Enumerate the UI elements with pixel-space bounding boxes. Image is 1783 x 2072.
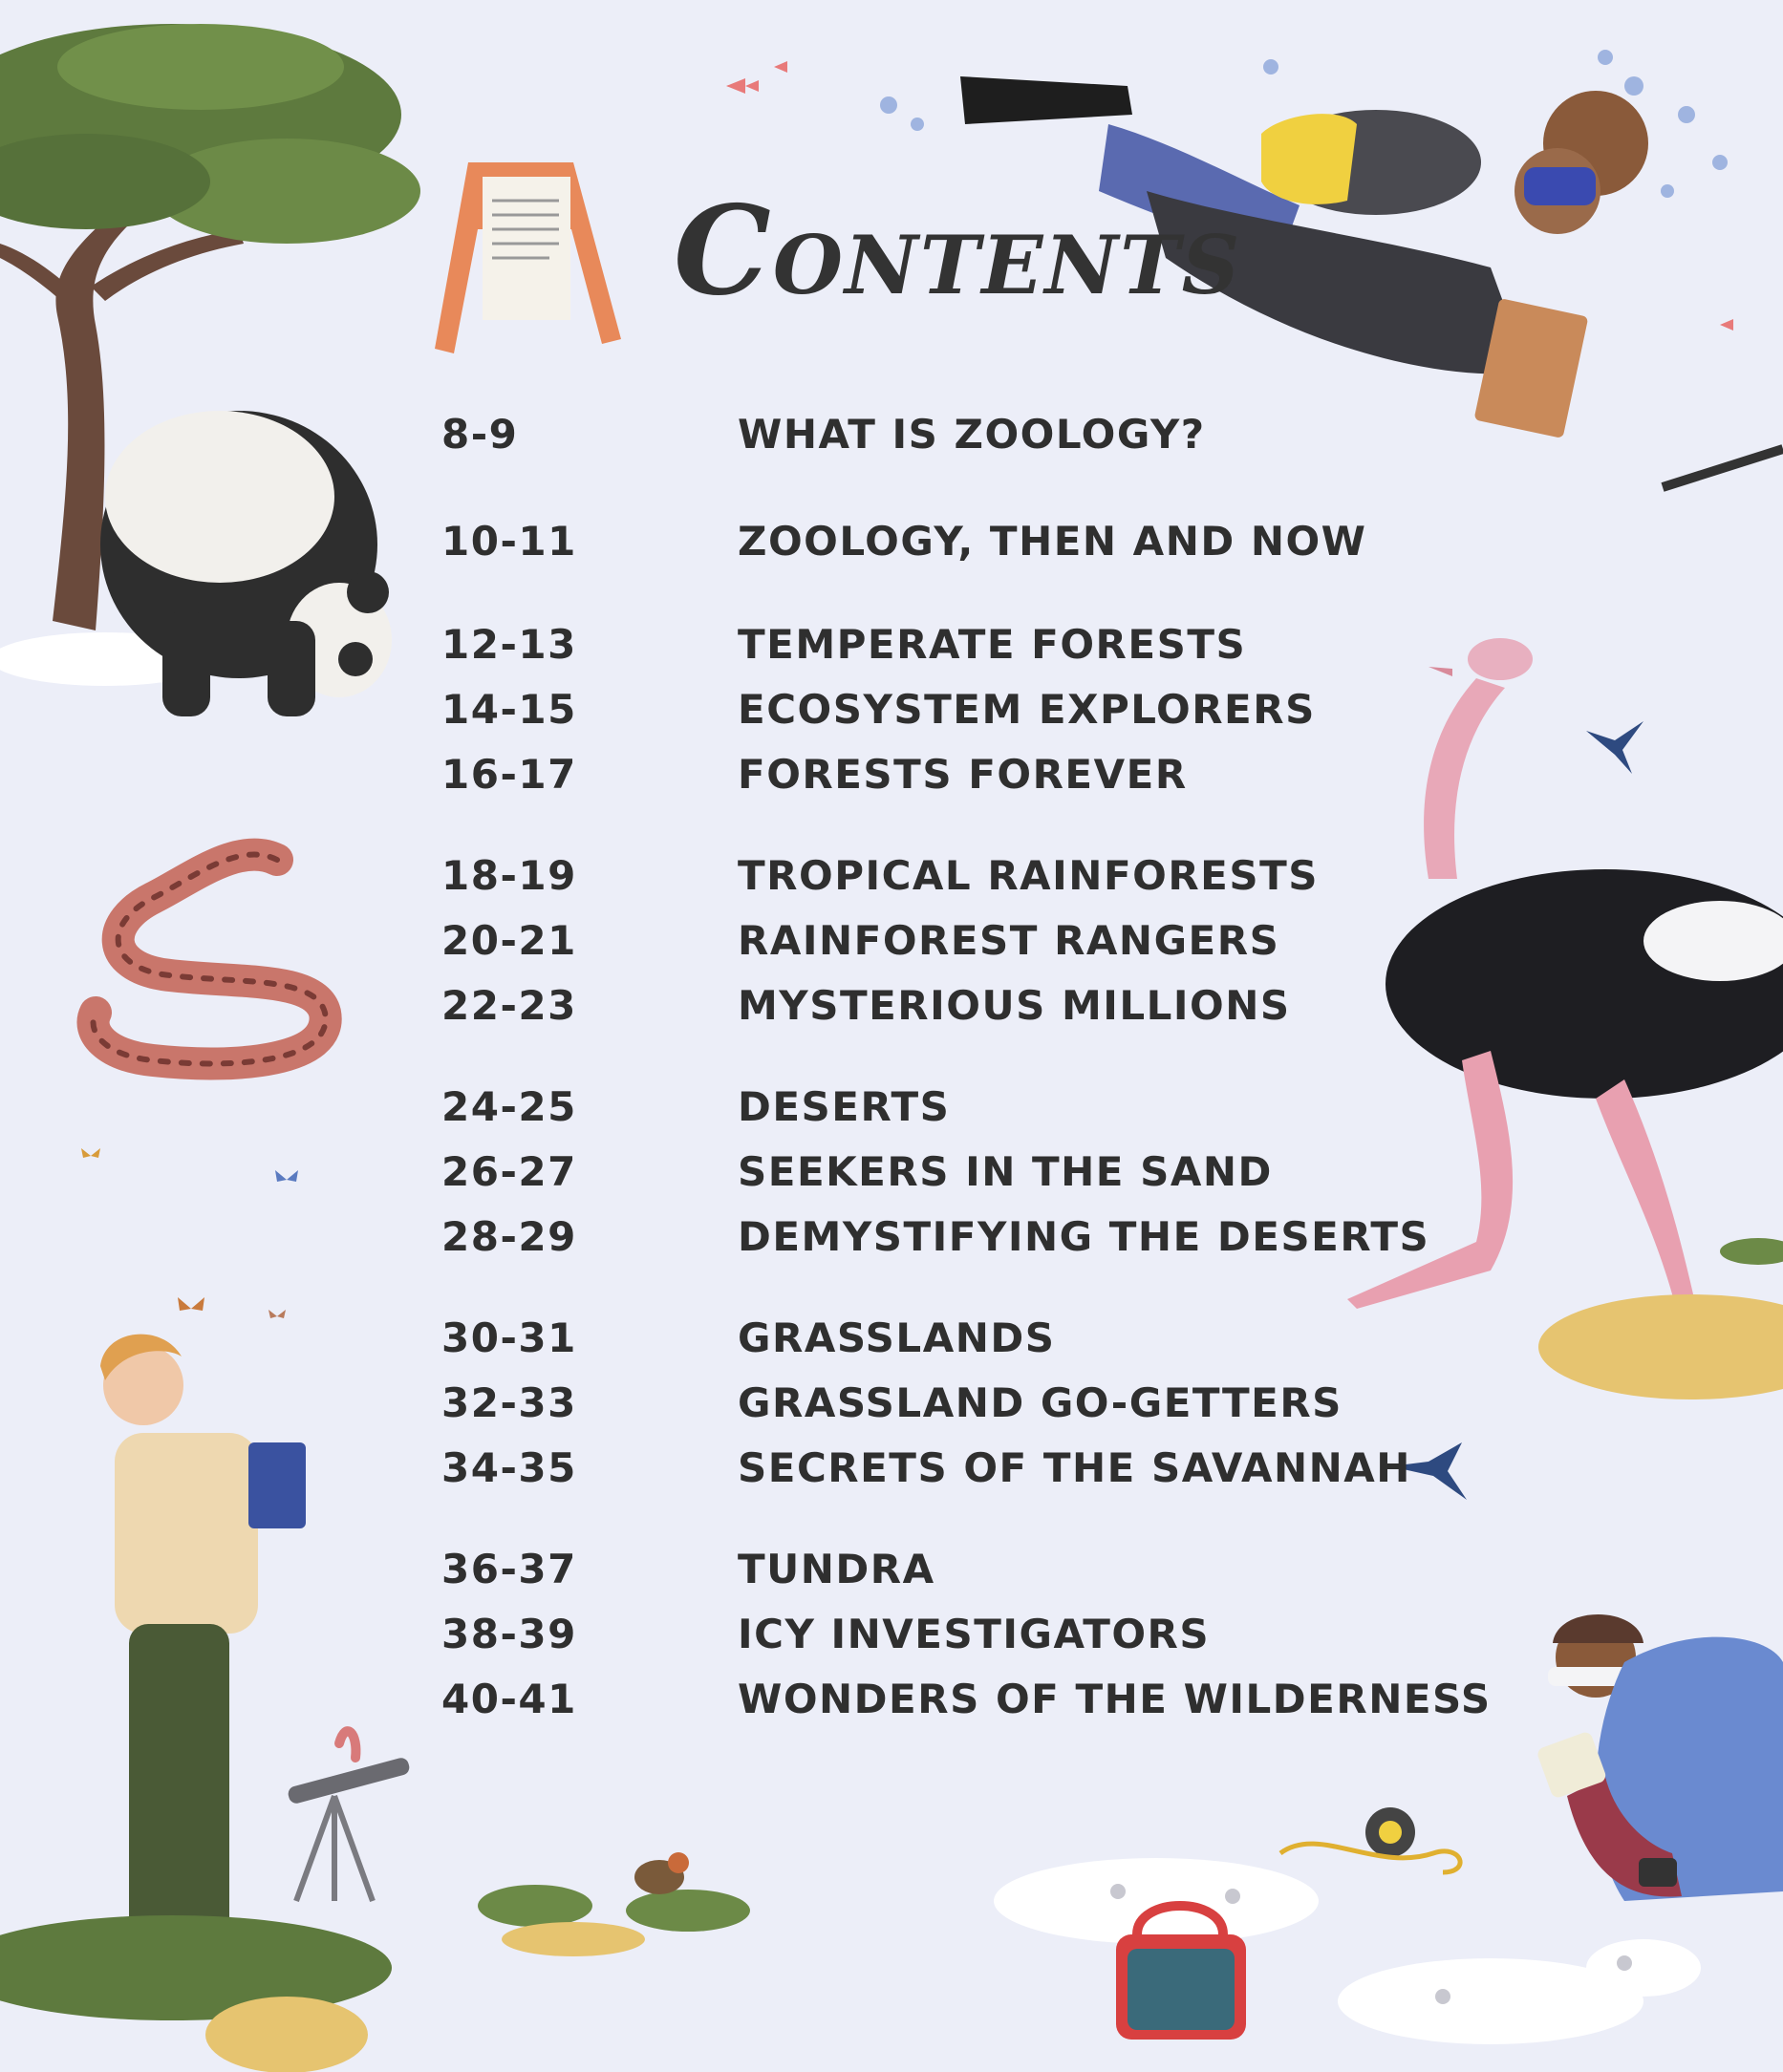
toc-chapter: TEMPERATE FORESTS xyxy=(738,620,1247,668)
toc-pages: 32-33 xyxy=(441,1378,577,1426)
toc-chapter: MYSTERIOUS MILLIONS xyxy=(738,981,1291,1029)
toc-pages: 14-15 xyxy=(441,685,577,733)
toc-row[interactable] xyxy=(441,741,1397,806)
toc-row[interactable] xyxy=(441,1435,1411,1500)
toc-chapter: ECOSYSTEM EXPLORERS xyxy=(738,685,1316,733)
toc-pages: 8-9 xyxy=(441,410,519,458)
toc-chapter: RAINFOREST RANGERS xyxy=(738,916,1280,964)
toc-chapter: FORESTS FOREVER xyxy=(738,750,1188,798)
toc-pages: 38-39 xyxy=(441,1610,577,1657)
toc-group-temperate-forests xyxy=(441,611,1397,806)
toc-pages: 16-17 xyxy=(441,750,577,798)
toc-pages: 24-25 xyxy=(441,1082,577,1130)
toc-chapter: GRASSLAND GO-GETTERS xyxy=(738,1378,1343,1426)
toc-pages: 20-21 xyxy=(441,916,577,964)
toc-row[interactable] xyxy=(441,508,1397,573)
toc-group-tundra xyxy=(441,1536,1492,1731)
toc-pages: 26-27 xyxy=(441,1147,577,1195)
toc-pages: 34-35 xyxy=(441,1443,577,1491)
toc-row[interactable] xyxy=(441,1370,1397,1435)
scientist-with-book-icon xyxy=(100,1335,306,1939)
page-title xyxy=(674,180,1241,323)
toc-chapter: TROPICAL RAINFORESTS xyxy=(738,851,1320,899)
sign-board-icon xyxy=(435,162,621,353)
toc-pages: 22-23 xyxy=(441,981,577,1029)
table-of-contents xyxy=(441,401,1492,1731)
toc-chapter: DEMYSTIFYING THE DESERTS xyxy=(738,1212,1430,1260)
toc-chapter: ICY INVESTIGATORS xyxy=(738,1610,1211,1657)
snake-icon xyxy=(94,855,326,1064)
toc-row[interactable] xyxy=(441,1074,1397,1139)
butterfly-icon xyxy=(81,1148,298,1318)
toc-row[interactable] xyxy=(441,1139,1397,1204)
toc-chapter: DESERTS xyxy=(738,1082,951,1130)
toc-chapter: TUNDRA xyxy=(738,1545,935,1592)
toc-chapter: WONDERS OF THE WILDERNESS xyxy=(738,1675,1492,1722)
toc-row[interactable] xyxy=(441,401,1397,466)
toc-pages: 40-41 xyxy=(441,1675,577,1722)
page-title-rest: ONTENTS xyxy=(772,218,1242,312)
grass-bush-icon xyxy=(0,1885,750,2020)
toc-chapter: SEEKERS IN THE SAND xyxy=(738,1147,1273,1195)
footprints-icon xyxy=(994,1858,1701,2044)
toc-pages: 36-37 xyxy=(441,1545,577,1592)
toc-row[interactable] xyxy=(441,972,1397,1037)
telescope-icon xyxy=(287,1756,411,1901)
bird-icon xyxy=(634,1852,689,1894)
toc-row[interactable] xyxy=(441,1204,1430,1269)
toc-pages: 10-11 xyxy=(441,517,577,565)
page-title-initial: C xyxy=(674,180,773,323)
grass-bush-icon xyxy=(1720,1238,1783,1265)
toc-row[interactable] xyxy=(441,1601,1397,1666)
toc-row[interactable] xyxy=(441,1305,1397,1370)
toc-pages: 12-13 xyxy=(441,620,577,668)
toc-group-grasslands xyxy=(441,1305,1411,1500)
toc-row[interactable] xyxy=(441,1536,1397,1601)
toc-group-history xyxy=(441,508,1397,573)
toc-row[interactable] xyxy=(441,843,1397,908)
toc-group-tropical-rainforests xyxy=(441,843,1397,1037)
toc-group-deserts xyxy=(441,1074,1430,1269)
toc-pages: 28-29 xyxy=(441,1212,577,1260)
toc-group-intro xyxy=(441,401,1397,466)
toc-chapter: ZOOLOGY, THEN AND NOW xyxy=(738,517,1367,565)
toc-chapter: GRASSLANDS xyxy=(738,1314,1056,1361)
toc-row[interactable] xyxy=(441,1666,1492,1731)
toc-chapter: WHAT IS ZOOLOGY? xyxy=(738,410,1206,458)
toc-pages: 30-31 xyxy=(441,1314,577,1361)
sand-mound-icon xyxy=(1538,1294,1783,1399)
toc-chapter: SECRETS OF THE SAVANNAH xyxy=(738,1443,1411,1491)
toc-row[interactable] xyxy=(441,676,1397,741)
toc-row[interactable] xyxy=(441,908,1397,972)
toc-pages: 18-19 xyxy=(441,851,577,899)
worm-icon xyxy=(339,1731,355,1758)
toc-row[interactable] xyxy=(441,611,1397,676)
